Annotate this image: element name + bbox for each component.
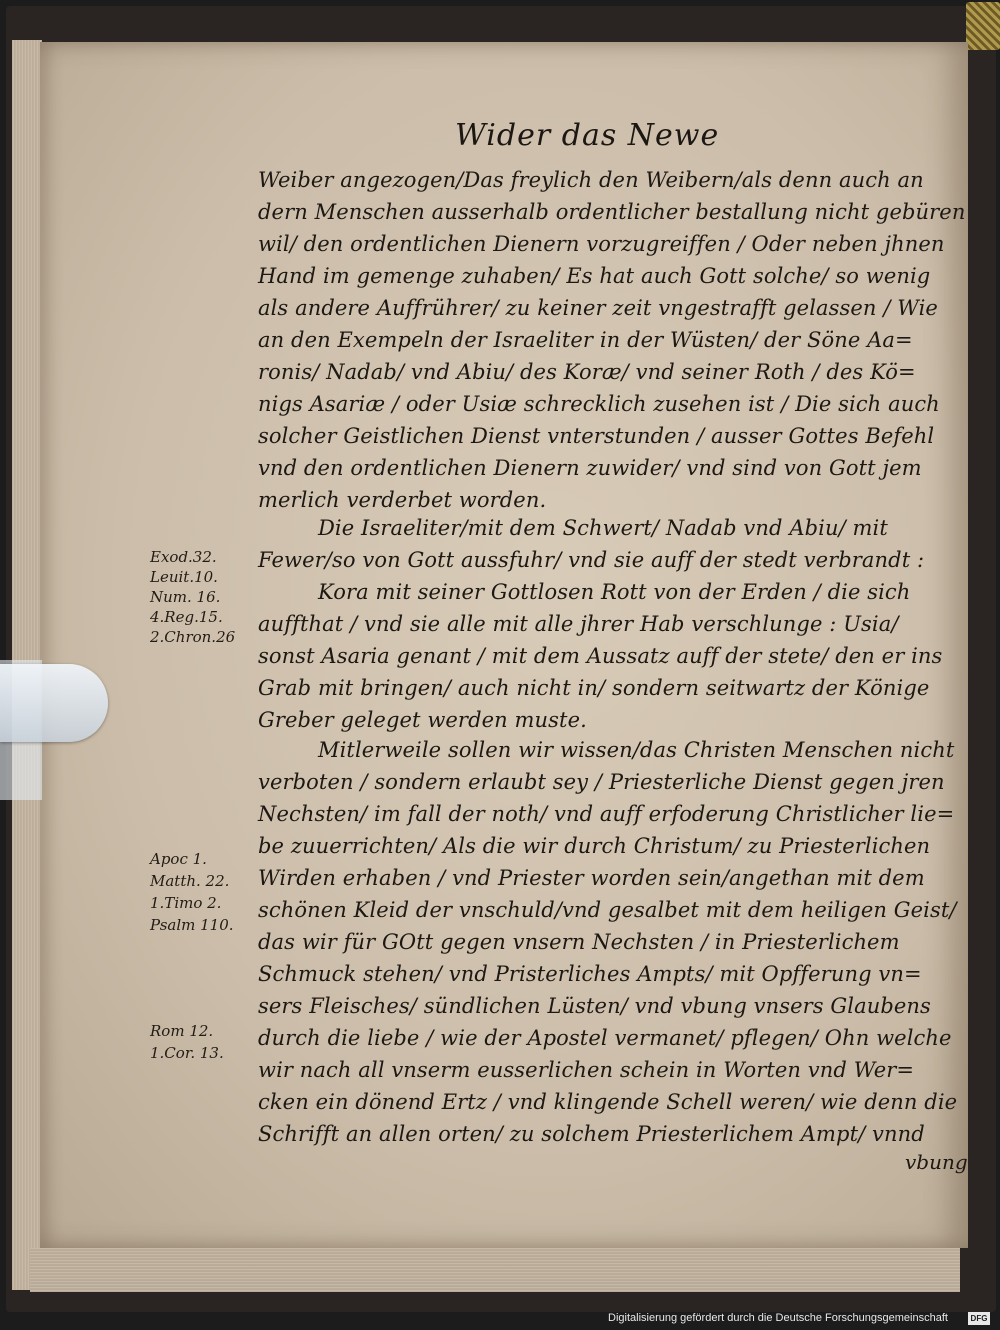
margin-note: 1.Timo 2. bbox=[150, 894, 222, 912]
running-header: Wider das Newe bbox=[455, 118, 720, 153]
digitization-credit: Digitalisierung gefördert durch die Deutsche Forschungsgemeinschaft bbox=[608, 1312, 948, 1324]
text-line: als andere Auffrührer/ zu keiner zeit vngestrafft gelassen / Wie bbox=[258, 296, 938, 320]
text-line: Wirden erhaben / vnd Priester worden sein/angethan mit dem bbox=[258, 866, 925, 890]
text-line: Mitlerweile sollen wir wissen/das Christen Menschen nicht bbox=[318, 738, 955, 762]
text-line: Weiber angezogen/Das freylich den Weibern/als denn auch an bbox=[258, 168, 924, 192]
text-line: dern Menschen ausserhalb ordentlicher bestallung nicht gebüren bbox=[258, 200, 966, 224]
margin-note: Matth. 22. bbox=[150, 872, 230, 890]
margin-note: 1.Cor. 13. bbox=[150, 1044, 224, 1062]
text-line: Schrifft an allen orten/ zu solchem Priesterlichem Ampt/ vnnd bbox=[258, 1122, 925, 1146]
text-line: sonst Asaria genant / mit dem Aussatz auff der stete/ den er ins bbox=[258, 644, 943, 668]
text-line: Hand im gemenge zuhaben/ Es hat auch Gott solche/ so wenig bbox=[258, 264, 931, 288]
page-edges-bottom bbox=[30, 1248, 960, 1292]
text-line: ronis/ Nadab/ vnd Abiu/ des Koræ/ vnd seiner Roth / des Kö= bbox=[258, 360, 916, 384]
text-line: wir nach all vnserm eusserlichen schein in Worten vnd Wer= bbox=[258, 1058, 915, 1082]
text-line: vnd den ordentlichen Dienern zuwider/ vnd sind von Gott jem bbox=[258, 456, 922, 480]
text-line: Nechsten/ im fall der noth/ vnd auff erfoderung Christlicher lie= bbox=[258, 802, 955, 826]
catchword: vbung bbox=[905, 1150, 968, 1174]
text-line: schönen Kleid der vnschuld/vnd gesalbet mit dem heiligen Geist/ bbox=[258, 898, 957, 922]
text-line: Die Israeliter/mit dem Schwert/ Nadab vnd Abiu/ mit bbox=[318, 516, 888, 540]
text-line: nigs Asariæ / oder Usiæ schrecklich zusehen ist / Die sich auch bbox=[258, 392, 940, 416]
margin-note: Psalm 110. bbox=[150, 916, 234, 934]
text-line: verboten / sondern erlaubt sey / Priesterliche Dienst gegen jren bbox=[258, 770, 945, 794]
text-line: solcher Geistlichen Dienst vnterstunden / ausser Gottes Befehl bbox=[258, 424, 935, 448]
margin-note: Leuit.10. bbox=[150, 568, 218, 586]
page-clip bbox=[0, 664, 108, 742]
margin-note: Rom 12. bbox=[150, 1022, 214, 1040]
margin-note: Apoc 1. bbox=[150, 850, 207, 868]
margin-note: 2.Chron.26 bbox=[150, 628, 236, 646]
margin-note: Exod.32. bbox=[150, 548, 217, 566]
text-line: sers Fleisches/ sündlichen Lüsten/ vnd vbung vnsers Glaubens bbox=[258, 994, 931, 1018]
text-line: Kora mit seiner Gottlosen Rott von der Erden / die sich bbox=[318, 580, 911, 604]
text-line: merlich verderbet worden. bbox=[258, 488, 547, 512]
text-line: wil/ den ordentlichen Dienern vorzugreiffen / Oder neben jhnen bbox=[258, 232, 945, 256]
text-line: Fewer/so von Gott aussfuhr/ vnd sie auff der stedt verbrandt : bbox=[258, 548, 925, 572]
text-line: auffthat / vnd sie alle mit alle jhrer Hab verschlunge : Usia/ bbox=[258, 612, 899, 636]
margin-note: 4.Reg.15. bbox=[150, 608, 223, 626]
text-line: durch die liebe / wie der Apostel vermanet/ pflegen/ Ohn welche bbox=[258, 1026, 952, 1050]
bookmark-ribbon bbox=[966, 2, 1000, 50]
text-line: Schmuck stehen/ vnd Pristerliches Ampts/ mit Opfferung vn= bbox=[258, 962, 922, 986]
text-line: an den Exempeln der Israeliter in der Wüsten/ der Söne Aa= bbox=[258, 328, 913, 352]
text-line: cken ein dönend Ertz / vnd klingende Schell weren/ wie denn die bbox=[258, 1090, 958, 1114]
text-line: be zuuerrichten/ Als die wir durch Christum/ zu Priesterlichen bbox=[258, 834, 931, 858]
text-line: Greber geleget werden muste. bbox=[258, 708, 587, 732]
text-line: das wir für GOtt gegen vnsern Nechsten / in Priesterlichem bbox=[258, 930, 900, 954]
margin-note: Num. 16. bbox=[150, 588, 221, 606]
text-line: Grab mit bringen/ auch nicht in/ sondern seitwartz der Könige bbox=[258, 676, 930, 700]
dfg-logo: DFG bbox=[968, 1312, 990, 1325]
